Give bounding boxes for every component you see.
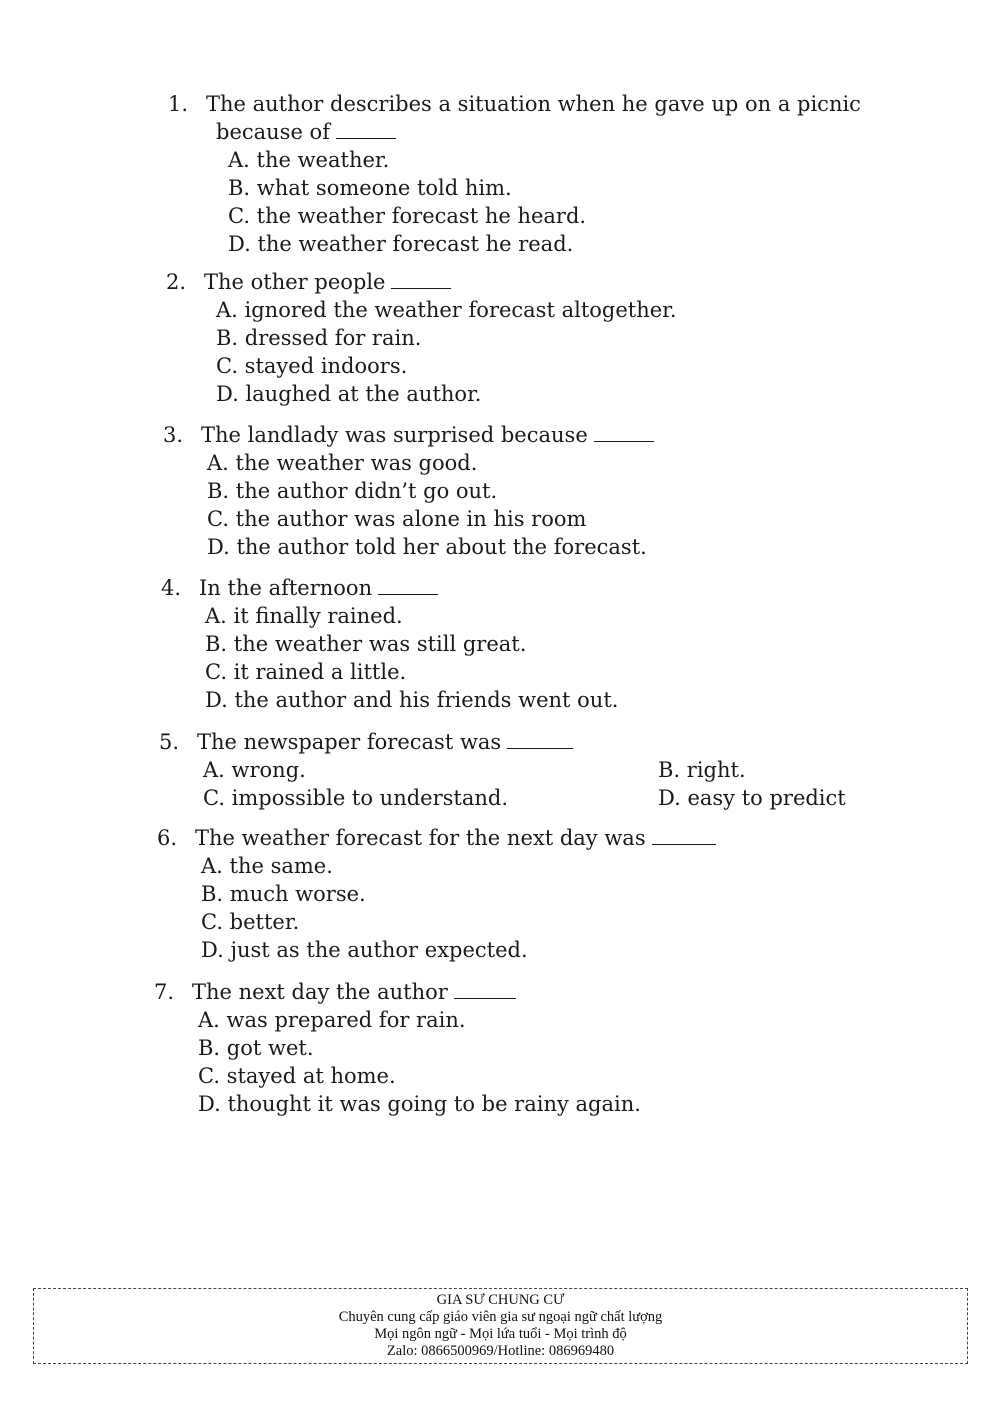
question-stem: The next day the author: [192, 980, 448, 1004]
option-d: D. easy to predict: [658, 786, 846, 810]
question-stem: The weather forecast for the next day was: [195, 826, 646, 850]
question-number: 3.: [163, 423, 184, 447]
question-stem: The other people: [204, 270, 386, 294]
option-d: D. laughed at the author.: [216, 382, 482, 406]
question-number: 5.: [159, 730, 180, 754]
option-a: A. ignored the weather forecast altogether.: [216, 298, 677, 322]
question-number: 6.: [157, 826, 178, 850]
option-c: C. better.: [201, 910, 300, 934]
question-stem: In the afternoon: [199, 576, 373, 600]
option-c: C. stayed indoors.: [216, 354, 408, 378]
answer-blank: [391, 270, 451, 289]
question-number: 1.: [168, 92, 189, 116]
answer-blank: [378, 576, 438, 595]
question-number: 7.: [154, 980, 175, 1004]
option-d: D. the author told her about the forecast.: [207, 535, 647, 559]
question-1: [168, 90, 861, 258]
question-4: [161, 574, 618, 714]
option-d: D. just as the author expected.: [201, 938, 528, 962]
footer-subtitle: Mọi ngôn ngữ - Mọi lứa tuổi - Mọi trình độ: [374, 1326, 627, 1342]
option-c: C. the author was alone in his room: [207, 507, 587, 531]
option-a: A. the same.: [201, 854, 333, 878]
answer-blank: [454, 980, 516, 999]
option-a: A. the weather was good.: [207, 451, 478, 475]
footer-title: GIA SƯ CHUNG CƯ: [436, 1292, 565, 1308]
option-d: D. thought it was going to be rainy again.: [198, 1092, 641, 1116]
answer-blank: [652, 826, 716, 845]
question-3: [163, 421, 654, 561]
question-stem: The landlady was surprised because: [201, 423, 588, 447]
answer-blank: [336, 120, 396, 139]
footer-contact: Zalo: 0866500969/Hotline: 086969480: [386, 1343, 615, 1359]
question-stem: The author describes a situation when he gave up on a picnic: [206, 92, 861, 116]
option-a: A. it finally rained.: [205, 604, 403, 628]
question-number: 2.: [166, 270, 187, 294]
option-d: D. the author and his friends went out.: [205, 688, 619, 712]
option-b: B. right.: [658, 758, 746, 782]
footer-ad-box: [33, 1288, 968, 1364]
option-b: B. dressed for rain.: [216, 326, 422, 350]
option-c: C. impossible to understand.: [203, 786, 509, 810]
question-6: [157, 824, 716, 964]
question-stem-continued: because of: [216, 120, 330, 144]
option-c: C. the weather forecast he heard.: [228, 204, 587, 228]
option-a: A. wrong.: [203, 758, 306, 782]
question-7: [154, 978, 641, 1118]
question-5: [159, 728, 898, 812]
option-b: B. much worse.: [201, 882, 366, 906]
option-d: D. the weather forecast he read.: [228, 232, 574, 256]
option-b: B. what someone told him.: [228, 176, 512, 200]
option-c: C. it rained a little.: [205, 660, 407, 684]
footer-tagline: Chuyên cung cấp giáo viên gia sư ngoại ngữ chất lượng: [338, 1309, 663, 1325]
answer-blank: [507, 730, 573, 749]
option-a: A. was prepared for rain.: [198, 1008, 466, 1032]
question-stem: The newspaper forecast was: [197, 730, 502, 754]
answer-blank: [594, 423, 654, 442]
question-number: 4.: [161, 576, 182, 600]
option-b: B. got wet.: [198, 1036, 314, 1060]
option-b: B. the author didn’t go out.: [207, 479, 498, 503]
question-2: [166, 268, 677, 408]
option-b: B. the weather was still great.: [205, 632, 527, 656]
option-a: A. the weather.: [228, 148, 390, 172]
option-c: C. stayed at home.: [198, 1064, 396, 1088]
